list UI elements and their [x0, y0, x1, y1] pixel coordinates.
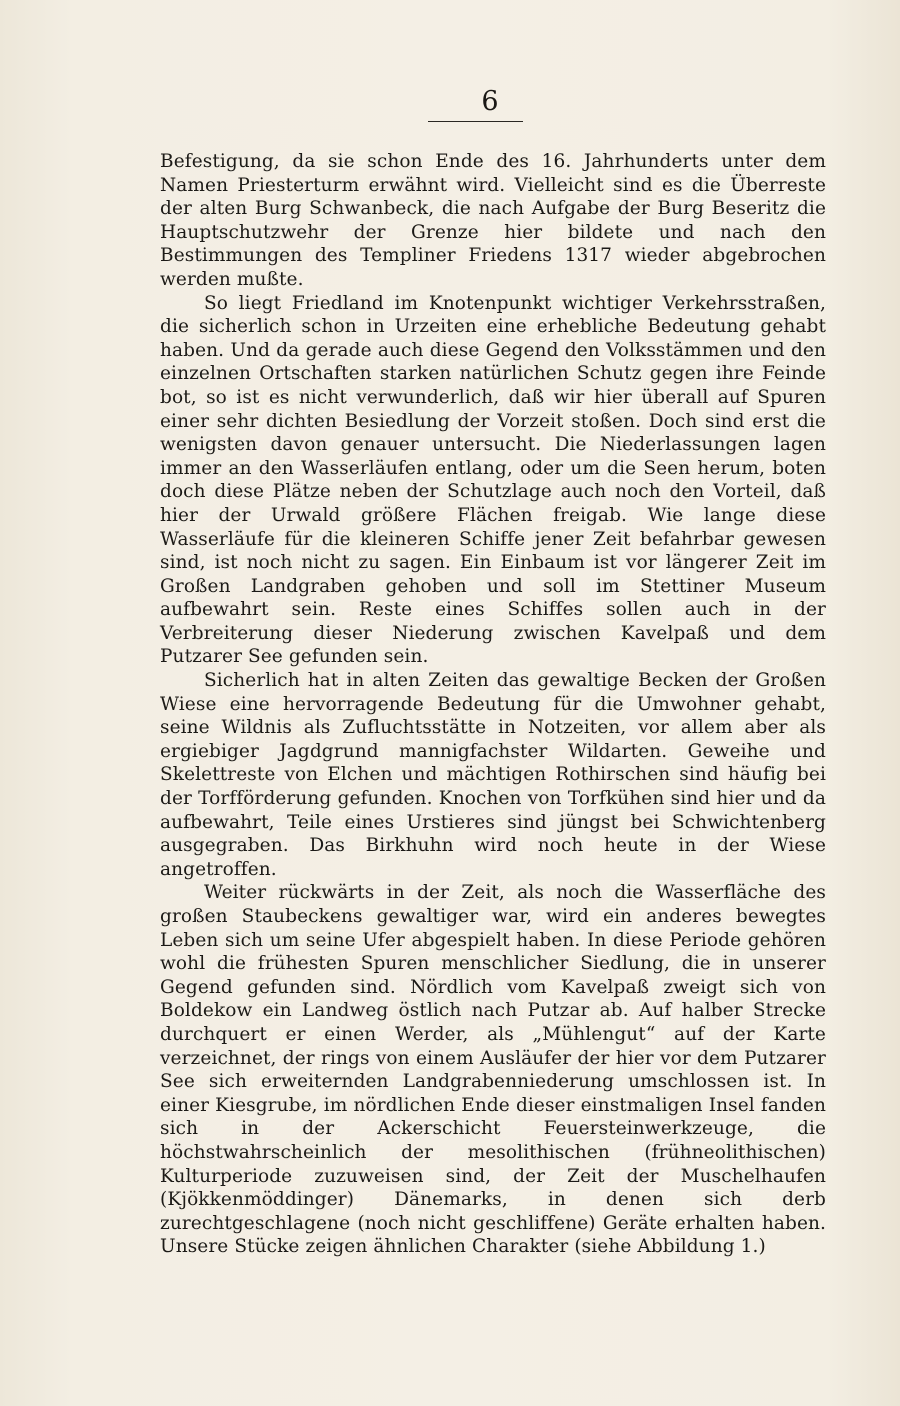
body-text: [160, 150, 826, 1259]
paragraph-2: So liegt Friedland im Knotenpunkt wichtiger Verkehrsstraßen, die sicherlich schon in Urzeiten eine erhebliche Bedeutung gehabt haben. Und da gerade auch diese Gegend den Volksstämmen und den einzelnen Ortschaften starken natürlichen Schutz gegen ihre Feinde bot, so ist es nicht verwunderlich, daß wir hier überall auf Spuren einer sehr dichten Besiedlung der Vorzeit stoßen. Doch sind erst die wenigsten davon genauer untersucht. Die Niederlassungen lagen immer an den Wasserläufen entlang, oder um die Seen herum, boten doch diese Plätze neben der Schutzlage auch noch den Vorteil, daß hier der Urwald größere Flächen freigab. Wie lange diese Wasserläufe für die kleineren Schiffe jener Zeit befahrbar gewesen sind, ist noch nicht zu sagen. Ein Einbaum ist vor längerer Zeit im Großen Landgraben gehoben und soll im Stettiner Museum aufbewahrt sein. Reste eines Schiffes sollen auch in der Verbreiterung dieser Niederung zwischen Kavelpaß und dem Putzarer See gefunden sein.: [160, 292, 826, 668]
paragraph-4: Weiter rückwärts in der Zeit, als noch die Wasserfläche des großen Staubeckens gewaltiger war, wird ein anderes bewegtes Leben sich um seine Ufer abgespielt haben. In diese Periode gehören wohl die frühesten Spuren menschlicher Siedlung, die in unserer Gegend gefunden sind. Nördlich vom Kavelpaß zweigt sich von Boldekow ein Landweg östlich nach Putzar ab. Auf halber Strecke durchquert er einen Werder, als „Mühlengut“ auf der Karte verzeichnet, der rings von einem Ausläufer der hier vor dem Putzarer See sich erweiternden Landgrabenniederung umschlossen ist. In einer Kiesgrube, im nördlichen Ende dieser einstmaligen Insel fanden sich in der Ackerschicht Feuersteinwerkzeuge, die höchstwahrscheinlich der mesolithischen (frühneolithischen) Kulturperiode zuzuweisen sind, der Zeit der Muschelhaufen (Kjökkenmöddinger) Dänemarks, in denen sich derb zurechtgeschlagene (noch nicht geschliffene) Geräte erhalten haben. Unsere Stücke zeigen ähnlichen Charakter (siehe Abbildung 1.): [160, 882, 826, 1258]
paragraph-3: Sicherlich hat in alten Zeiten das gewaltige Becken der Großen Wiese eine hervorragende Bedeutung für die Umwohner gehabt, seine Wildnis als Zufluchtsstätte in Notzeiten, vor allem aber als ergiebiger Jagdgrund mannigfachster Wildarten. Geweihe und Skelettreste von Elchen und mächtigen Rothirschen sind häufig bei der Torfförderung gefunden. Knochen von Torfkühen sind hier und da aufbewahrt, Teile eines Urstieres sind jüngst bei Schwichtenberg ausgegraben. Das Birkhuhn wird noch heute in der Wiese angetroffen.: [160, 670, 826, 880]
page-number: 6: [481, 86, 499, 117]
header-rule: [428, 121, 523, 122]
paragraph-1: Befestigung, da sie schon Ende des 16. Jahrhunderts unter dem Namen Priesterturm erwähnt wird. Vielleicht sind es die Überreste der alten Burg Schwanbeck, die nach Aufgabe der Burg Beseritz die Hauptschutzwehr der Grenze hier bildete und nach den Bestimmungen des Templiner Friedens 1317 wieder abgebrochen werden mußte.: [160, 151, 826, 290]
